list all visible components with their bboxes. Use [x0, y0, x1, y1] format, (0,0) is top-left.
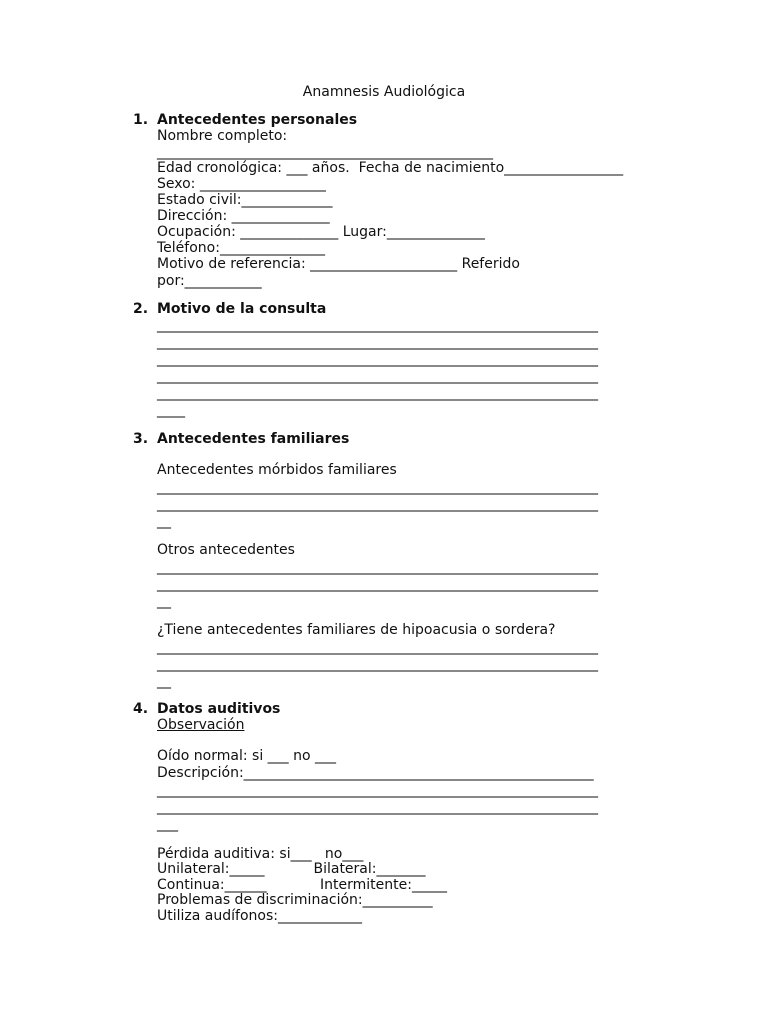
section-heading: Motivo de la consulta — [157, 301, 327, 317]
form-line: _______________________________________________________________ — [157, 368, 598, 384]
form-line: ____ — [157, 402, 185, 418]
form-line: _______________________________________________________________ — [157, 317, 598, 333]
form-line: _______________________________________________________________ — [157, 496, 598, 512]
form-line: Continua:______ Intermitente:_____ — [157, 877, 447, 893]
form-line: Utiliza audífonos:____________ — [157, 908, 362, 924]
form-line: Motivo de referencia: _____________________ Referido — [157, 256, 520, 272]
group-label: Antecedentes mórbidos familiares — [157, 462, 397, 478]
form-line: Problemas de discriminación:__________ — [157, 892, 433, 908]
form-line: por:___________ — [157, 273, 262, 289]
form-line: Sexo: __________________ — [157, 176, 326, 192]
form-line: _______________________________________________________________ — [157, 799, 598, 815]
section-heading: Antecedentes familiares — [157, 431, 350, 447]
subheading-observacion: Observación — [157, 717, 245, 733]
section-heading: Antecedentes personales — [157, 112, 358, 128]
form-line: _______________________________________________________________ — [157, 385, 598, 401]
form-line: Unilateral:_____ Bilateral:_______ — [157, 861, 426, 877]
form-line: Dirección: ______________ — [157, 208, 330, 224]
section-heading: Datos auditivos — [157, 701, 281, 717]
form-line: _______________________________________________________________ — [157, 656, 598, 672]
form-line: __ — [157, 513, 171, 529]
form-line: _______________________________________________________________ — [157, 479, 598, 495]
section-number: 2. — [133, 301, 149, 317]
form-line: _______________________________________________________________ — [157, 334, 598, 350]
form-line: Teléfono:_______________ — [157, 240, 325, 256]
form-line: __ — [157, 593, 171, 609]
form-line: Estado civil:_____________ — [157, 192, 333, 208]
form-line: _______________________________________________________________ — [157, 639, 598, 655]
section-number: 3. — [133, 431, 149, 447]
form-line: _______________________________________________________________ — [157, 351, 598, 367]
form-line: Edad cronológica: ___ años. Fecha de nacimiento_________________ — [157, 160, 624, 176]
group-label: Otros antecedentes — [157, 542, 295, 558]
form-line: Oído normal: si ___ no ___ — [157, 748, 337, 764]
form-line: _______________________________________________________________ — [157, 576, 598, 592]
form-line: Descripción:__________________________________________________ — [157, 765, 594, 781]
form-line: __ — [157, 673, 171, 689]
form-line: Ocupación: ______________ Lugar:______________ — [157, 224, 485, 240]
form-line: ________________________________________________ — [157, 144, 493, 160]
group-label: ¿Tiene antecedentes familiares de hipoacusia o sordera? — [157, 622, 556, 638]
document-title: Anamnesis Audiológica — [302, 84, 466, 100]
form-line: Nombre completo: — [157, 128, 288, 144]
form-line: _______________________________________________________________ — [157, 782, 598, 798]
form-line: Pérdida auditiva: si___ no___ — [157, 846, 364, 862]
form-line: ___ — [157, 816, 178, 832]
section-number: 4. — [133, 701, 149, 717]
form-line: _______________________________________________________________ — [157, 559, 598, 575]
section-number: 1. — [133, 112, 149, 128]
